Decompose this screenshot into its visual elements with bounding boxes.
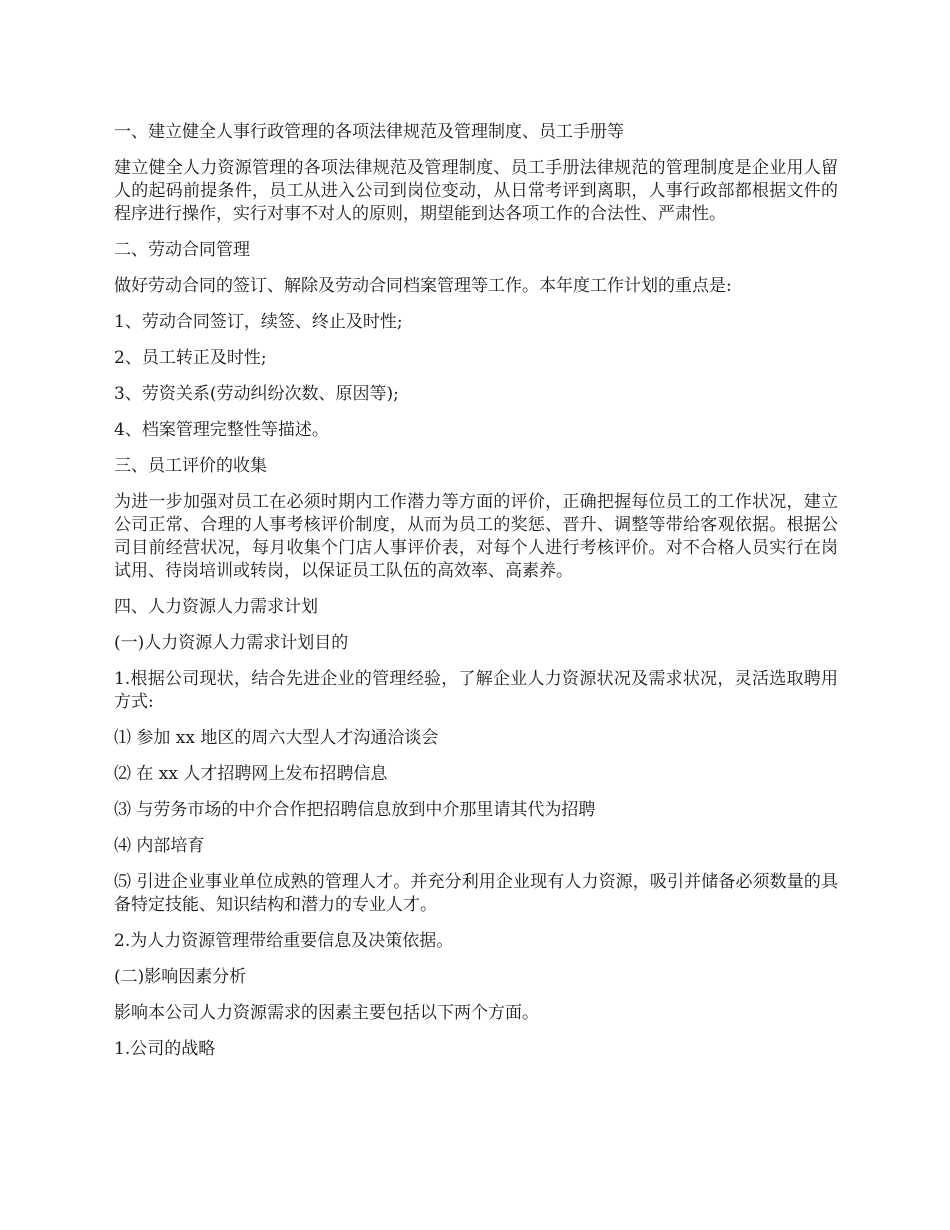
heading-4: 四、人力资源人力需求计划 [114,597,318,617]
subheading-4-1: (一)人力资源人力需求计划目的 [114,633,349,653]
document-page [114,121,838,1074]
list-item-hiring-5: ⑸ 引进企业事业单位成熟的管理人才。并充分利用企业现有人力资源，吸引并储备必须数量的具备特定技能、知识结构和潜力的专业人才。 [114,872,838,915]
list-item-contract-4: 4、档案管理完整性等描述。 [114,420,329,440]
heading-1: 一、建立健全人事行政管理的各项法律规范及管理制度、员工手册等 [114,122,624,142]
heading-2: 二、劳动合同管理 [114,240,250,260]
list-item-hiring-4: ⑷ 内部培育 [114,836,205,856]
paragraph-factors-intro: 影响本公司人力资源需求的因素主要包括以下两个方面。 [114,1003,539,1023]
list-item-contract-3: 3、劳资关系(劳动纠纷次数、原因等); [114,384,399,404]
subheading-4-2: (二)影响因素分析 [114,967,247,987]
list-item-hiring-3: ⑶ 与劳务市场的中介合作把招聘信息放到中介那里请其代为招聘 [114,800,596,820]
list-item-factor-1: 1.公司的战略 [114,1039,216,1059]
paragraph-legal-framework: 建立健全人力资源管理的各项法律规范及管理制度、员工手册法律规范的管理制度是企业用人留人的起码前提条件，员工从进入公司到岗位变动，从日常考评到离职，人事行政部都根据文件的程序进行操作，实行对事不对人的原则，期望能到达各项工作的合法性、严肃性。 [114,158,838,224]
paragraph-decision-support: 2.为人力资源管理带给重要信息及决策依据。 [114,931,454,951]
paragraph-contract-intro: 做好劳动合同的签订、解除及劳动合同档案管理等工作。本年度工作计划的重点是: [114,276,732,296]
paragraph-evaluation: 为进一步加强对员工在必须时期内工作潜力等方面的评价，正确把握每位员工的工作状况，建立公司正常、合理的人事考核评价制度，从而为员工的奖惩、晋升、调整等带给客观依据。根据公司目前经营状况，每月收集个门店人事评价表，对每个人进行考核评价。对不合格人员实行在岗试用、待岗培训或转岗，以保证员工队伍的高效率、高素养。 [114,492,838,581]
list-item-contract-2: 2、员工转正及时性; [114,348,267,368]
list-item-hiring-1: ⑴ 参加 xx 地区的周六大型人才沟通洽谈会 [114,728,439,748]
list-item-contract-1: 1、劳动合同签订，续签、终止及时性; [114,312,403,332]
paragraph-hiring-methods: 1.根据公司现状，结合先进企业的管理经验，了解企业人力资源状况及需求状况，灵活选取聘用方式: [114,669,838,712]
list-item-hiring-2: ⑵ 在 xx 人才招聘网上发布招聘信息 [114,764,388,784]
heading-3: 三、员工评价的收集 [114,456,267,476]
